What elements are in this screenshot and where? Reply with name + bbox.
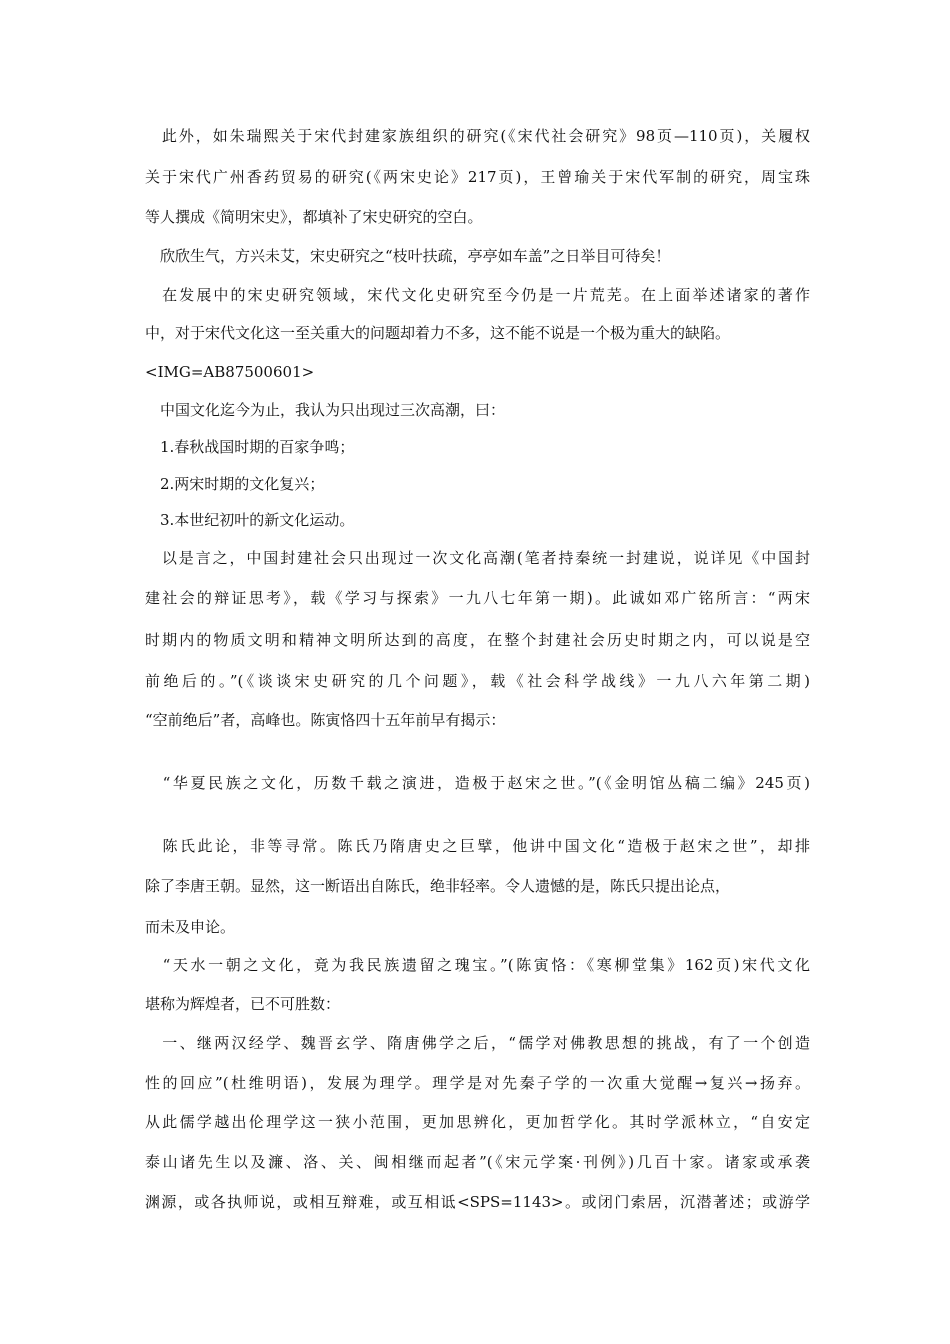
list-item: 2.两宋时期的文化复兴； bbox=[145, 475, 325, 493]
list-item: 3.本世纪初叶的新文化运动。 bbox=[145, 511, 355, 529]
text-line: 从此儒学越出伦理学这一狭小范围，更加思辨化，更加哲学化。其时学派林立，“自安定 bbox=[145, 1113, 810, 1131]
text-line: 泰山诸先生以及濂、洛、关、闽相继而起者”(《宋元学案·刊例》)几百十家。诸家或承袭 bbox=[145, 1153, 810, 1171]
image-placeholder-tag: <IMG=AB87500601> bbox=[145, 363, 315, 381]
text-line: 一、继两汉经学、魏晋玄学、隋唐佛学之后，“儒学对佛教思想的挑战，有了一个创造 bbox=[145, 1034, 810, 1052]
text-line: 前绝后的。”(《谈谈宋史研究的几个问题》，载《社会科学战线》一九八六年第二期) bbox=[145, 672, 810, 690]
text-line: 中，对于宋代文化这一至关重大的问题却着力不多，这不能不说是一个极为重大的缺陷。 bbox=[145, 324, 731, 342]
list-item: 1.春秋战国时期的百家争鸣； bbox=[145, 438, 355, 456]
text-line: “天水一朝之文化，竟为我民族遗留之瑰宝。”(陈寅恪：《寒柳堂集》162页)宋代文化 bbox=[145, 956, 810, 974]
text-line: 等人撰成《简明宋史》，都填补了宋史研究的空白。 bbox=[145, 208, 483, 226]
text-line: 陈氏此论，非等寻常。陈氏乃隋唐史之巨擘，他讲中国文化“造极于赵宋之世”，却排 bbox=[145, 837, 810, 855]
text-line: 欣欣生气，方兴未艾，宋史研究之“枝叶扶疏，亭亭如车盖”之日举目可待矣！ bbox=[145, 247, 671, 265]
text-line: 性的回应”(杜维明语)，发展为理学。理学是对先秦子学的一次重大觉醒→复兴→扬弃。 bbox=[145, 1074, 810, 1092]
block-quote: “华夏民族之文化，历数千载之演进，造极于赵宋之世。”(《金明馆丛稿二编》245页) bbox=[145, 774, 810, 792]
text-line: 中国文化迄今为止，我认为只出现过三次高潮，曰： bbox=[145, 401, 506, 419]
text-line: 关于宋代广州香药贸易的研究(《两宋史论》217页)，王曾瑜关于宋代军制的研究，周宝珠 bbox=[145, 168, 810, 186]
text-line: 堪称为辉煌者，已不可胜数： bbox=[145, 995, 341, 1013]
text-line: 时期内的物质文明和精神文明所达到的高度，在整个封建社会历史时期之内，可以说是空 bbox=[145, 631, 810, 649]
text-line: 以是言之，中国封建社会只出现过一次文化高潮(笔者持秦统一封建说，说详见《中国封 bbox=[145, 549, 810, 567]
text-line: 此外，如朱瑞熙关于宋代封建家族组织的研究(《宋代社会研究》98页—110页)，关履权 bbox=[145, 127, 810, 145]
text-line: 建社会的辩证思考》，载《学习与探索》一九八七年第一期)。此诚如邓广铭所言：“两宋 bbox=[145, 589, 810, 607]
text-line: “空前绝后”者，高峰也。陈寅恪四十五年前早有揭示： bbox=[145, 711, 506, 729]
text-line: 而未及申论。 bbox=[145, 918, 236, 936]
text-line: 除了李唐王朝。显然，这一断语出自陈氏，绝非轻率。令人遗憾的是，陈氏只提出论点， bbox=[145, 877, 731, 895]
text-line: 渊源，或各执师说，或相互辩难，或互相诋<SPS=1143>。或闭门索居，沉潜著述；或游学 bbox=[145, 1193, 810, 1211]
text-line: 在发展中的宋史研究领域，宋代文化史研究至今仍是一片荒芜。在上面举述诸家的著作 bbox=[145, 286, 810, 304]
